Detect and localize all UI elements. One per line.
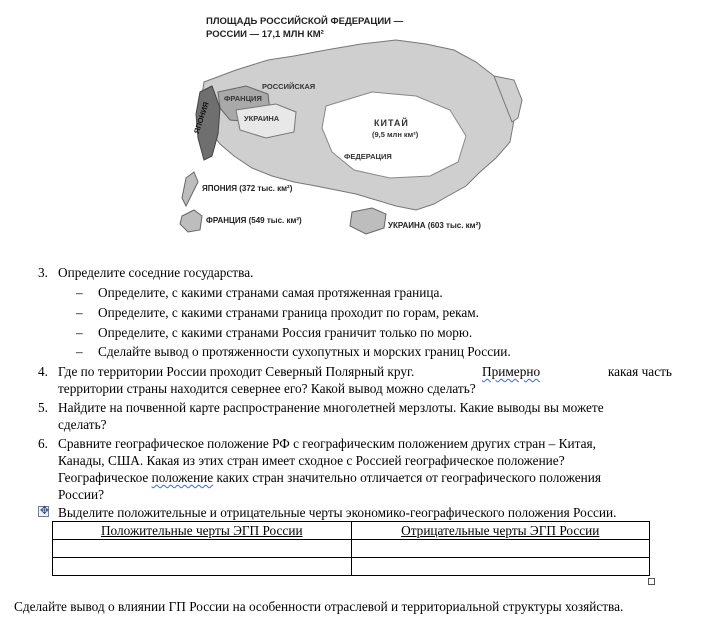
china-area-label: (9,5 млн км²): [372, 130, 419, 139]
table-resize-handle[interactable]: [648, 578, 655, 585]
france-legend-shape: [180, 210, 202, 232]
question-3-sub-3: Определите, с какими странами Россия граничит только по морю.: [98, 325, 473, 340]
table-cell[interactable]: [351, 540, 650, 558]
map-title-line-2: РОССИИ — 17,1 МЛН КМ²: [206, 29, 324, 40]
france-legend-label: ФРАНЦИЯ (549 тыс. км²): [206, 216, 302, 225]
question-4-text-c: какая часть: [607, 364, 672, 379]
question-5-line-1: Найдите на почвенной карте распространение многолетней мерзлоты. Какие выводы вы можете: [58, 400, 604, 415]
table-header-cell[interactable]: [351, 522, 650, 540]
table-header-row: [53, 522, 650, 540]
conclusion-text: Сделайте вывод о влиянии ГП России на особенности отраслевой и территориальной структуры хозяйства.: [14, 599, 624, 614]
table-cell[interactable]: [351, 558, 650, 576]
question-4-line-2: территории страны находится севернее его? Какой вывод можно сделать?: [58, 381, 476, 396]
egp-table: [52, 521, 650, 576]
japan-legend-shape: [182, 172, 198, 206]
positive-features-header: Положительные черты ЭГП России: [100, 523, 303, 538]
question-5-line-2: сделать?: [58, 417, 107, 432]
table-cell[interactable]: [53, 558, 352, 576]
list-bullet: –: [76, 325, 83, 340]
table-header-cell[interactable]: [53, 522, 352, 540]
question-6-line-3: [58, 469, 601, 486]
france-label: ФРАНЦИЯ: [224, 94, 262, 103]
question-6-line-2: Канады, США. Какая из этих стран имеет сходное с Россией географическое положение?: [58, 453, 565, 468]
ukraine-legend-shape: [350, 208, 386, 234]
area-comparison-map: [176, 10, 528, 258]
question-3-sub-4: Сделайте вывод о протяженности сухопутных и морских границ России.: [98, 344, 511, 359]
question-3-text: Определите соседние государства.: [58, 265, 254, 280]
japan-legend-label: ЯПОНИЯ (372 тыс. км²): [202, 184, 293, 193]
table-cell[interactable]: [53, 540, 352, 558]
negative-features-header: Отрицательные черты ЭГП России: [401, 523, 600, 538]
question-6-text-b: положение: [151, 470, 214, 485]
list-bullet: –: [76, 305, 83, 320]
ukraine-label: УКРАИНА: [244, 114, 280, 123]
list-bullet: –: [76, 285, 83, 300]
question-6-text-a: Географическое: [58, 470, 149, 485]
question-4-text-b: Примерно: [482, 364, 541, 379]
question-5-number: 5.: [38, 400, 48, 415]
question-6-number: 6.: [38, 436, 48, 451]
question-4-text-a: Где по территории России проходит Северный Полярный круг.: [58, 364, 415, 379]
federation-label: ФЕДЕРАЦИЯ: [344, 152, 392, 161]
question-3-sub-2: Определите, с какими странами граница проходит по горам, рекам.: [98, 305, 479, 320]
russia-label: РОССИЙСКАЯ: [262, 82, 316, 91]
question-6-line-4: России?: [58, 487, 104, 502]
china-label: КИТАЙ: [374, 118, 409, 128]
question-4-line-1: [58, 363, 672, 380]
table-row: [53, 540, 650, 558]
list-bullet: –: [76, 344, 83, 359]
question-7-text: Выделите положительные и отрицательные черты экономико-географического положения России.: [58, 505, 617, 520]
question-3-number: 3.: [38, 265, 48, 280]
question-4-number: 4.: [38, 364, 48, 379]
table-row: [53, 558, 650, 576]
question-3-sub-1: Определите, с какими странами самая протяженная граница.: [98, 285, 443, 300]
map-title-line-1: ПЛОЩАДЬ РОССИЙСКОЙ ФЕДЕРАЦИИ —: [206, 16, 404, 27]
japan-label: ЯПОНИЯ: [192, 100, 211, 135]
table-move-handle[interactable]: [38, 506, 49, 517]
question-6-text-c: каких стран значительно отличается от географического положения: [216, 470, 601, 485]
question-6-line-1: Сравните географическое положение РФ с географическим положением других стран – Китая,: [58, 436, 596, 451]
ukraine-legend-label: УКРАИНА (603 тыс. км²): [388, 221, 481, 230]
move-arrows-icon: ✥: [39, 504, 50, 517]
